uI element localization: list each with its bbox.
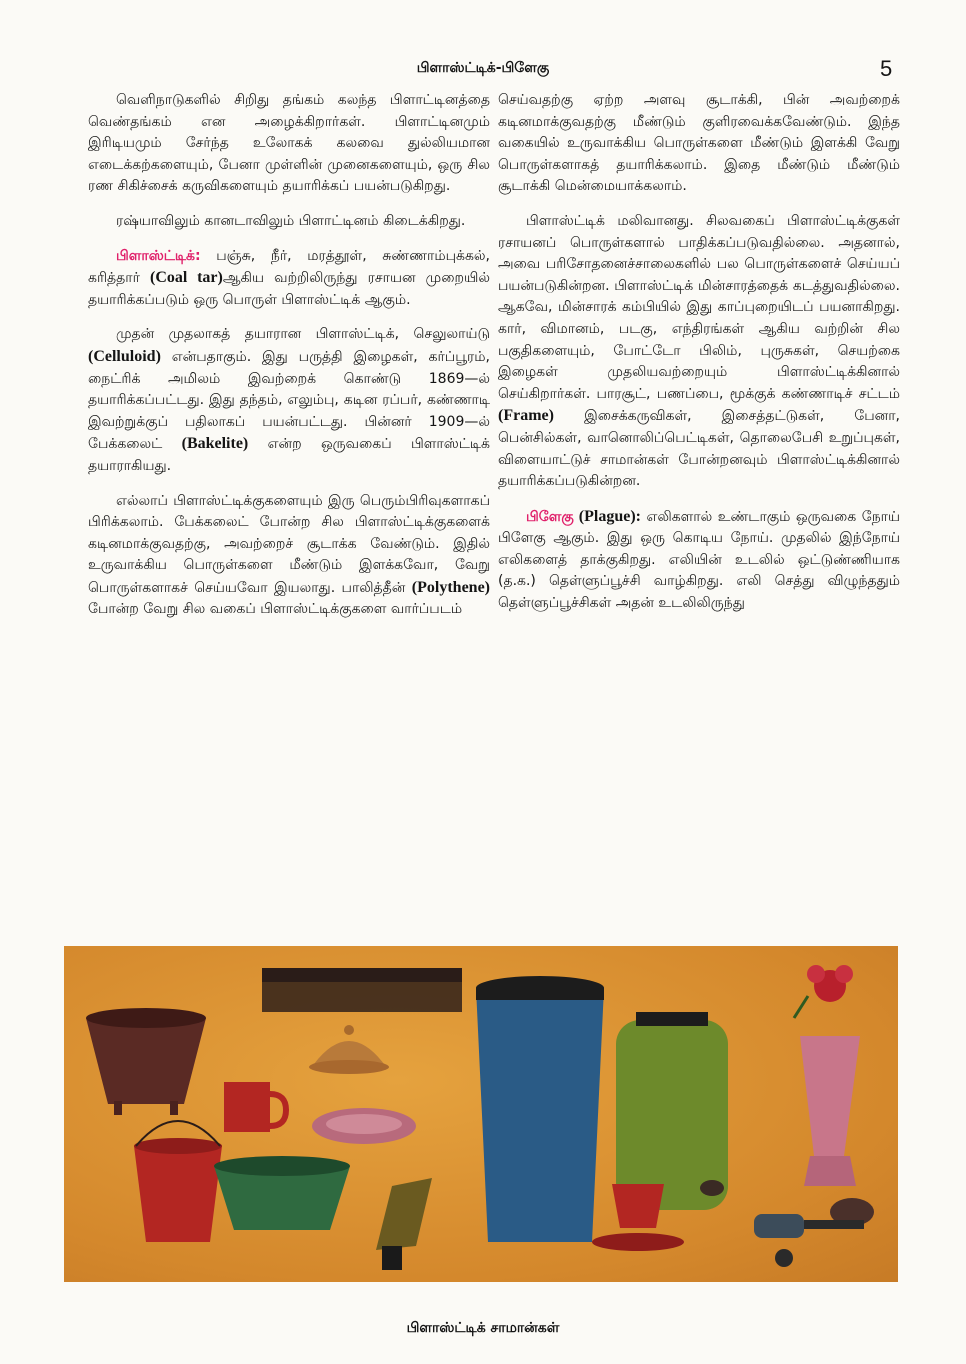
text-run: எலிகளால் உண்டாகும் ஒருவகை நோய் பிளேகு ஆகும். இது ஒரு கொடிய நோய். முதலில் இந்நோய் எலிகளைத் தாக்குகிறது. எலியின் உடலில் ஒட்டுண்ணியாக (த.க.) தெள்ளுப்பூச்சி வாழ்கிறது. எலி செத்து விழுந்ததும் தெள்ளுப்பூச்சிகள் அதன் உடலிலிருந்து <box>498 508 901 612</box>
vase-icon <box>800 1036 860 1186</box>
running-title: பிளாஸ்ட்டிக்-பிளேகு <box>416 60 550 76</box>
trumpet-icon <box>376 1178 432 1270</box>
latin-term: (Celluloid) <box>88 347 161 365</box>
paragraph-continued: செய்வதற்கு ஏற்ற அளவு சூடாக்கி, பின் அவற்றைக் கடினமாக்குவதற்கு மீண்டும் குளிரவைக்கவேண்டும். இந்த வகையில் உருவாக்கிய பொருள்களை மீண்டும் இளக்கி வேறு பொருள்களாகத் தயாரிக்கலாம். இதை மீண்டும் மீண்டும் சூடாக்கி மென்மையாக்கலாம். <box>498 92 900 195</box>
figure-caption: பிளாஸ்ட்டிக் சாமான்கள் <box>406 1320 560 1336</box>
text-run: என்பதாகும். இது பருத்தி இழைகள், கர்ப்பூரம், நைட்ரிக் அமிலம் இவற்றைக் கொண்டு 1869—ல் தயாரிக்கப்பட்டது. இது தந்தம், எலும்பு, கடின ரப்பர், கண்ணாடி இவற்றுக்குப் பதிலாகப் பயன்பட்டது. பின்னர் 1909—ல் பேக்கலைட் <box>88 348 490 453</box>
text-run: முதன் முதலாகத் தயாரான பிளாஸ்ட்டிக், செலுலாய்டு <box>116 326 490 343</box>
right-column <box>498 90 900 628</box>
latin-term: (Frame) <box>498 407 554 425</box>
page-number: 5 <box>880 56 893 81</box>
flower-icon <box>794 965 853 1018</box>
entry-term-plastic: பிளாஸ்ட்டிக்: <box>116 247 201 264</box>
left-column <box>88 90 490 634</box>
text-run: பஞ்சு, நீர், மரத்தூள், சுண்ணாம்புக்கல், கரித்தார் <box>88 247 490 287</box>
paragraph-plastic-definition <box>88 246 490 312</box>
comb-icon <box>262 968 462 1012</box>
text-run: எல்லாப் பிளாஸ்ட்டிக்குகளையும் இரு பெரும்பிரிவுகளாகப் பிரிக்கலாம். பேக்கலைட் போன்ற சில பிளாஸ்ட்டிக்குகளைக் கடினமாக்குவதற்கு, அவற்றைச் சூடாக்க வேண்டும். இதில் உருவாக்கிய பொருள்களை மீண்டும் இளக்கவோ, வேறு பொருள்களாகச் செய்யவோ இயலாது. பாலித்தீன் <box>88 492 490 596</box>
paragraph-platinum: வெளிநாடுகளில் சிறிது தங்கம் கலந்த பிளாட்டினத்தை வெண்தங்கம் என அழைக்கிறார்கள். பிளாட்டினமும் இரிடியமும் சேர்ந்த உலோகக் கலவை துல்லியமான எடைக்கற்களையும், பேனா முள்ளின் முனைகளையும், ஒரு சில ரண சிகிச்சைக் கருவிகளையும் தயாரிக்கப் பயன்படுகிறது. <box>88 92 490 195</box>
paragraph-plastic-uses <box>498 211 900 493</box>
plastic-items-illustration <box>64 946 898 1282</box>
latin-term: (Coal tar) <box>150 269 223 287</box>
latin-term: (Plague): <box>573 507 641 525</box>
basket-icon <box>86 1008 206 1115</box>
text-run: ஆகிய வற்றிலிருந்து ரசாயன முறையில் தயாரிக்கப்படும் ஒரு பொருள் பிளாஸ்ட்டிக் ஆகும். <box>88 270 490 308</box>
covered-dish-icon <box>309 1025 389 1074</box>
paragraph-plague <box>498 506 900 615</box>
red-bucket-icon <box>134 1121 222 1242</box>
red-mug-icon <box>224 1082 286 1132</box>
latin-term: (Bakelite) <box>181 435 249 453</box>
paragraph-plastic-history <box>88 324 490 477</box>
text-run: பிளாஸ்ட்டிக் மலிவானது. சிலவகைப் பிளாஸ்ட்டிக்குகள் ரசாயனப் பொருள்களால் பாதிக்கப்படுவதில்லை. அதனால், அவை பரிசோதனைச்சாலைகளில் பல பொருள்களைச் செய்யப் பயன்படுகின்றன. பிளாஸ்ட்டிக் மின்சாரத்தைக் கடத்துவதில்லை. ஆகவே, மின்சாரக் கம்பியில் இது காப்புறையிடப் பயனாகிறது. கார், விமானம், படகு, எந்திரங்கள் ஆகிய வற்றின் சில பகுதிகளையும், போட்டோ பிலிம், புருசுகள், செயற்கை இழைகள் முதலியவற்றையும் பிளாஸ்ட்டிக்கினால் செய்கிறார்கள். பாரசூட், பணப்பை, மூக்குக் கண்ணாடிச் சட்டம் <box>498 212 900 402</box>
text-run: என்ற ஒருவகைப் பிளாஸ்ட்டிக் தயாராகியது. <box>88 436 490 474</box>
pink-dish-icon <box>312 1108 416 1144</box>
latin-term: (Polythene) <box>411 578 490 596</box>
green-bowl-icon <box>214 1156 350 1230</box>
text-run: போன்ற வேறு சில வகைப் பிளாஸ்ட்டிக்குகளை வார்ப்படம் <box>88 601 463 618</box>
paragraph-plastic-types <box>88 491 490 622</box>
paragraph-platinum-sources: ரஷ்யாவிலும் கானடாவிலும் பிளாட்டினம் கிடைக்கிறது. <box>116 212 466 229</box>
blue-jar-icon <box>476 976 604 1242</box>
entry-term-plague: பிளேகு <box>526 508 574 525</box>
text-run: இசைக்கருவிகள், இசைத்தட்டுகள், பேனா, பென்சில்கள், வானொலிப்பெட்டிகள், தொலைபேசி உறுப்புகள், விளையாட்டுச் சாமான்கள் போன்றனவும் பிளாஸ்ட்டிக்கினால் தயாரிக்கப்படுகின்றன. <box>498 408 900 490</box>
